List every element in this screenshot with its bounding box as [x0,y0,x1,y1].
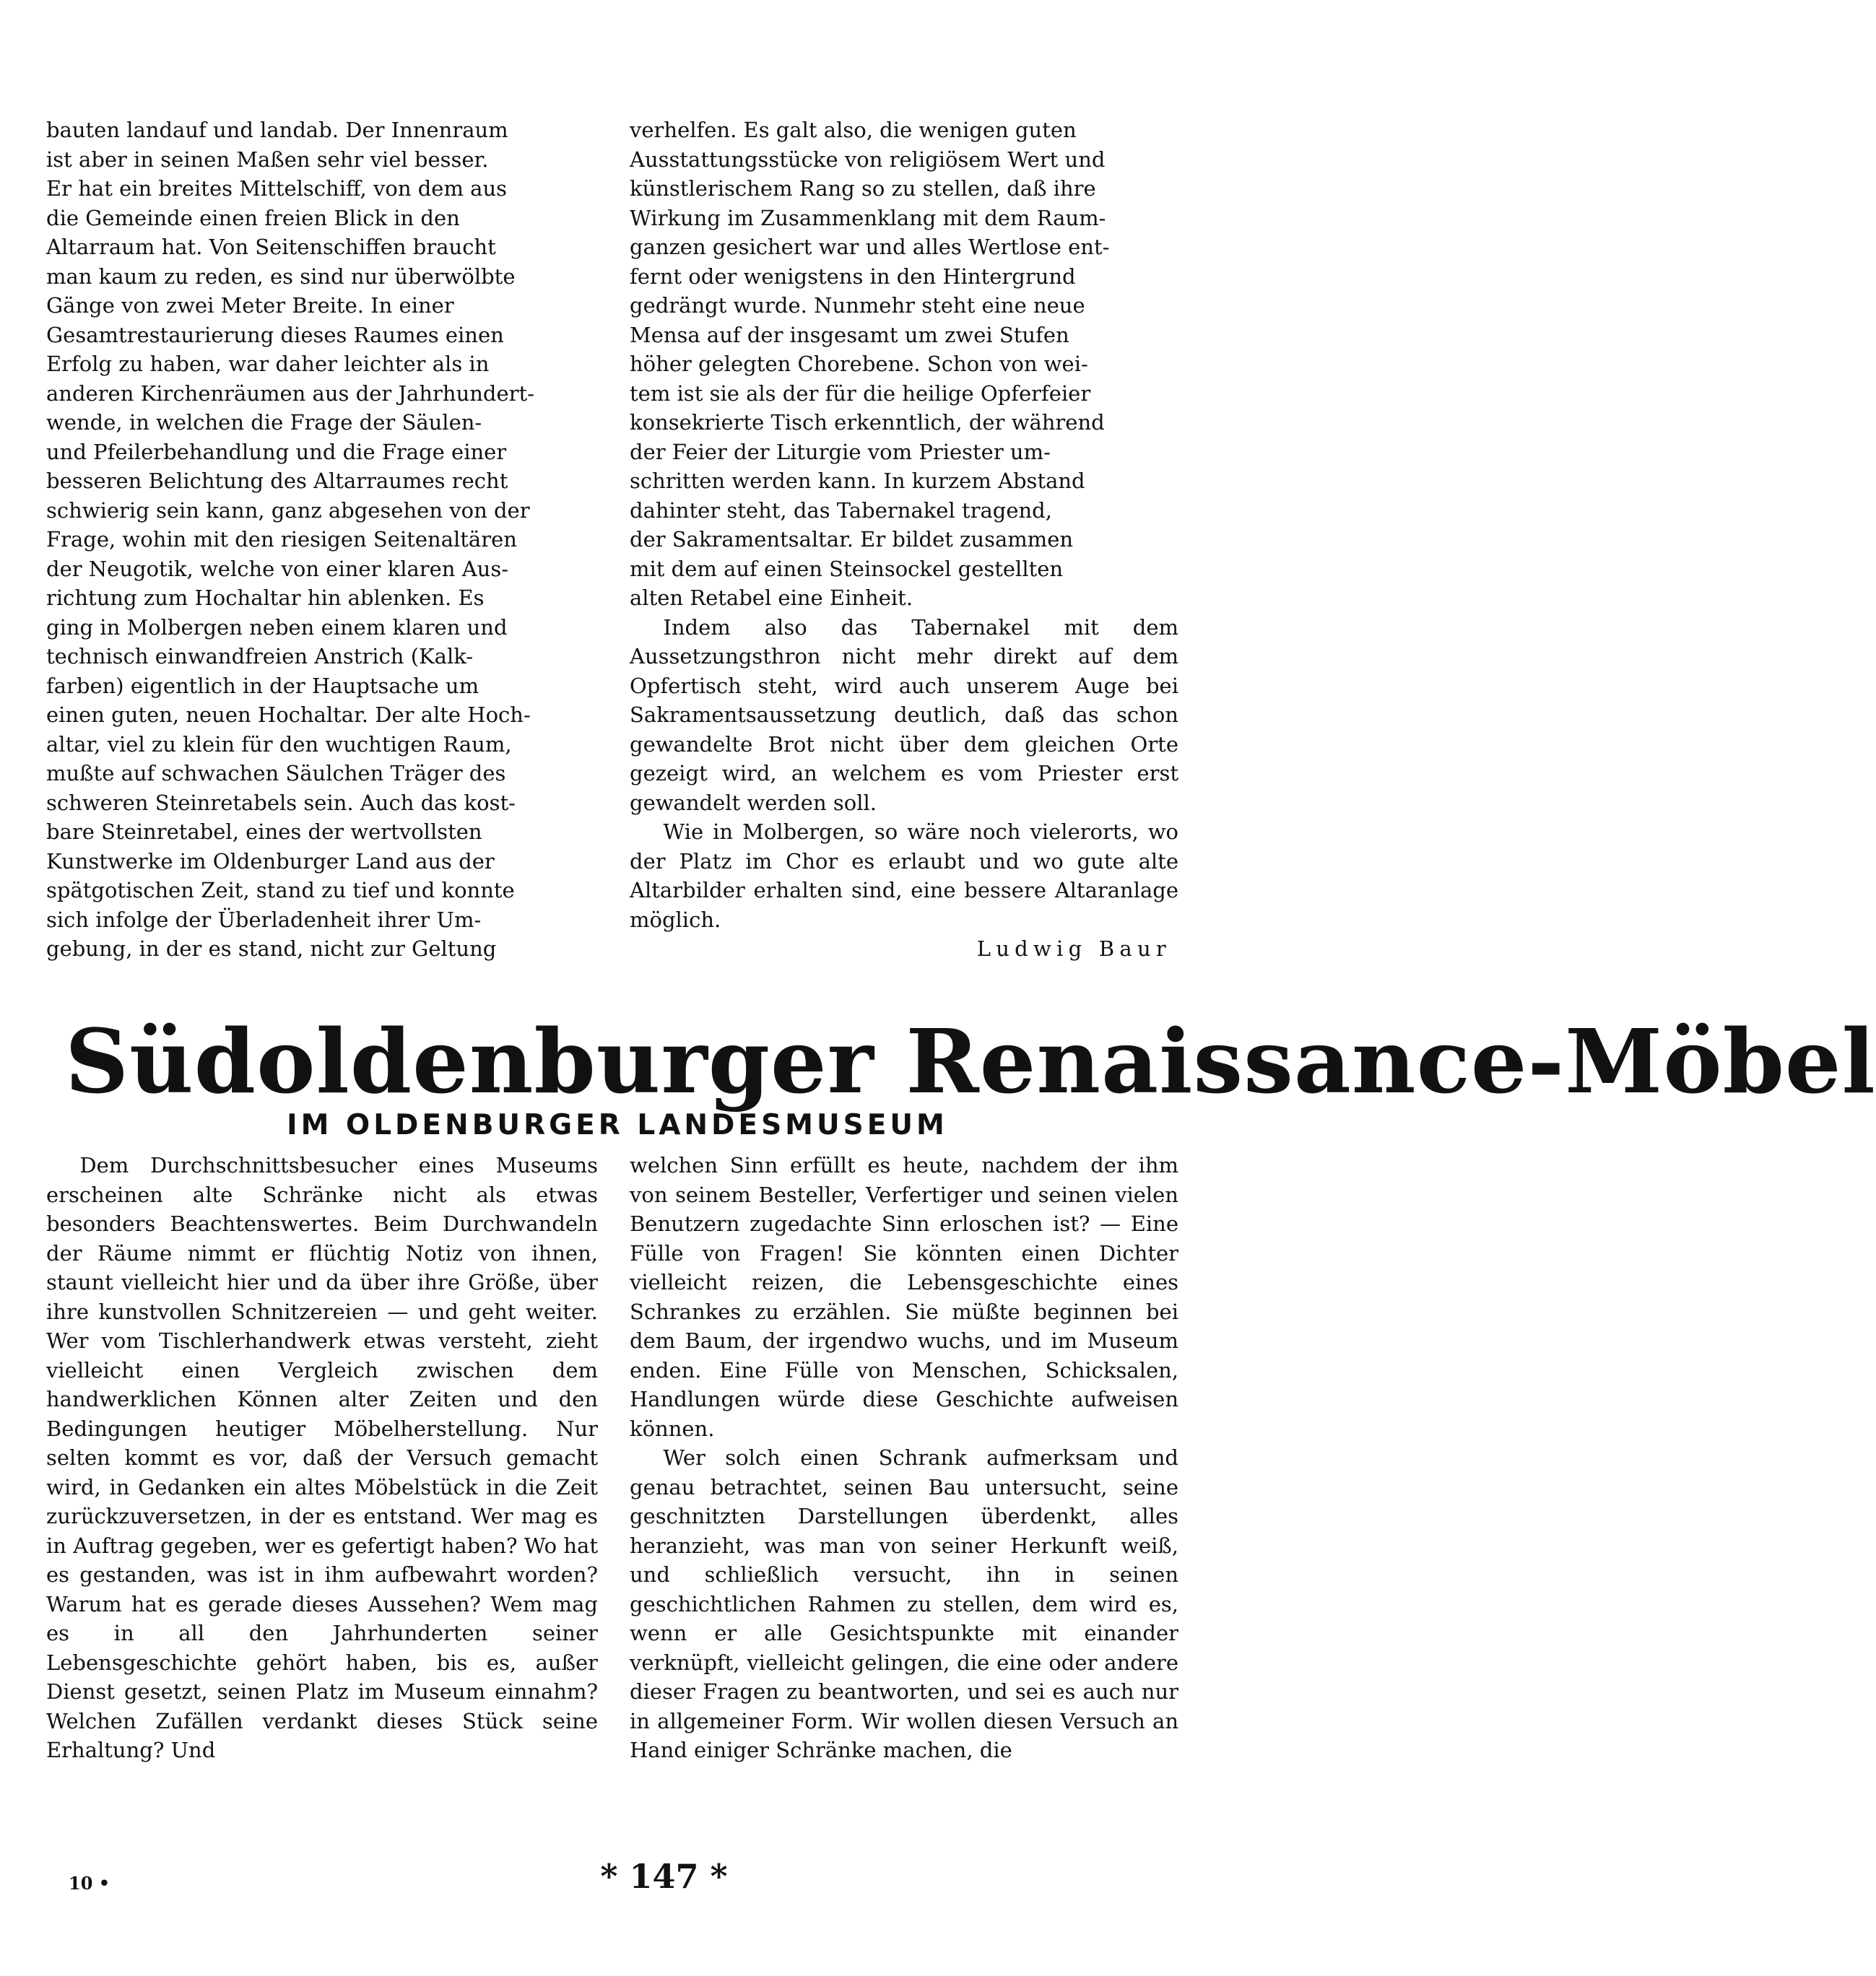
text-line: die Gemeinde einen freien Blick in den [46,205,460,230]
text-line: der Sakramentsaltar. Er bildet zusammen [630,527,1074,552]
text-line: anderen Kirchenräumen aus der Jahrhundert- [46,380,534,406]
text-line: Ausstattungsstücke von religiösem Wert und [630,147,1106,172]
text-line: ging in Molbergen neben einem klaren und [46,614,508,640]
text-line: schritten werden kann. In kurzem Abstand [630,469,1085,493]
text-line: Wirkung im Zusammenklang mit dem Raum- [630,205,1106,230]
text-line: schwierig sein kann, ganz abgesehen von der [46,497,530,523]
text-line: Frage, wohin mit den riesigen Seitenaltären [46,527,517,552]
text-line: Er hat ein breites Mittelschiff, von dem aus [46,176,508,201]
page-number: * 147 * [600,1857,728,1896]
text-line: ganzen gesichert war und alles Wertlose ent- [630,235,1110,259]
text-line: höher gelegten Chorebene. Schon von wei- [630,352,1088,376]
text-line: bare Steinretabel, eines der wertvollsten [46,819,482,844]
paragraph: Indem also das Tabernakel mit dem Aussetzungsthron nicht mehr direkt auf dem Opfertisch steht, wird auch unserem Auge bei Sakramentsaussetzung deutlich, daß das schon gewandelte Brot nicht über dem gleichen Orte gezeigt wird, an welchem es vom Priester erst gewandelt werden soll. [630,614,1178,815]
text-line: richtung zum Hochaltar hin ablenken. Es [46,586,485,610]
text-line: farben) eigentlich in der Hauptsache um [46,673,479,698]
article-continuation-right-column [630,116,1178,964]
text-line: besseren Belichtung des Altarraumes recht [46,469,508,493]
text-line: dahinter steht, das Tabernakel tragend, [630,497,1052,523]
text-line: einen guten, neuen Hochaltar. Der alte Hoch- [46,702,531,727]
text-line: Altarraum hat. Von Seitenschiffen braucht [46,235,496,259]
text-line: gedrängt wurde. Nunmehr steht eine neue [630,293,1085,318]
author-signature: Ludwig Baur [976,936,1171,961]
article-right-column [630,1151,1178,1765]
article-continuation-left-column [46,116,598,964]
text-line: Mensa auf der insgesamt um zwei Stufen [630,322,1069,347]
article-title: Südoldenburger Renaissance-Möbel [65,1009,1876,1113]
text-line: man kaum zu reden, es sind nur überwölbte [46,264,516,289]
text-line: Gänge von zwei Meter Breite. In einer [46,293,454,318]
text-line: mußte auf schwachen Säulchen Träger des [46,761,506,785]
text-line: künstlerischem Rang so zu stellen, daß ihre [630,176,1096,201]
text-line: konsekrierte Tisch erkenntlich, der während [630,410,1105,435]
text-line: gebung, in der es stand, nicht zur Geltung [46,936,497,961]
text-line: Gesamtrestaurierung dieses Raumes einen [46,322,504,347]
text-line: spätgotischen Zeit, stand zu tief und konnte [46,878,515,902]
text-line: altar, viel zu klein für den wuchtigen Raum, [46,731,512,757]
paragraph: Dem Durchschnittsbesucher eines Museums erscheinen alte Schränke nicht als etwas besonders Beachtenswertes. Beim Durchwandeln der Räume nimmt er flüchtig Notiz von ihnen, staunt vielleicht hier und da über ihre Größe, über ihre kunstvollen Schnitzereien — und geht weiter. Wer vom Tischlerhandwerk etwas versteht, zieht vielleicht einen Vergleich zwischen dem handwerklichen Können alter Zeiten und den Bedingungen heutiger Möbelherstellung. Nur selten kommt es vor, daß der Versuch gemacht wird, in Gedanken ein altes Möbelstück in die Zeit zurückzuversetzen, in der es entstand. Wer mag es in Auftrag gegeben, wer es gefertigt haben? Wo hat es gestanden, was ist in ihm aufbewahrt worden? Warum hat es gerade dieses Aussehen? Wem mag es in all den Jahrhunderten seiner Lebensgeschichte gehört haben, bis es, außer Dienst gesetzt, seinen Platz im Museum einnahm? Welchen Zufällen verdankt dieses Stück seine Erhaltung? Und [46,1153,598,1762]
text-line: wende, in welchen die Frage der Säulen- [46,410,482,435]
text-line: schweren Steinretabels sein. Auch das kost- [46,790,516,815]
paragraph [630,116,1178,613]
printer-signature-mark: 10 • [69,1873,110,1894]
text-line: der Neugotik, welche von einer klaren Aus- [46,556,508,581]
article-left-column [46,1151,598,1765]
text-line: ist aber in seinen Maßen sehr viel besser. [46,147,489,172]
text-line: fernt oder wenigstens in den Hintergrund [630,264,1076,289]
text-line: tem ist sie als der für die heilige Opferfeier [630,380,1091,406]
text-line: bauten landauf und landab. Der Innenraum [46,118,508,142]
text-line: mit dem auf einen Steinsockel gestellten [630,556,1064,581]
paragraph: Wie in Molbergen, so wäre noch vielerorts, wo der Platz im Chor es erlaubt und wo gute alte Altarbilder erhalten sind, eine bessere Altaranlage möglich. [630,819,1178,932]
text-line: alten Retabel eine Einheit. [630,586,913,610]
text-line: verhelfen. Es galt also, die wenigen guten [630,118,1077,142]
paragraph [46,116,598,964]
text-line: technisch einwandfreien Anstrich (Kalk- [46,644,474,669]
text-line: und Pfeilerbehandlung und die Frage einer [46,439,507,464]
paragraph: Wer solch einen Schrank aufmerksam und genau betrachtet, seinen Bau untersucht, seine geschnitzten Darstellungen überdenkt, alles heranzieht, was man von seiner Herkunft weiß, und schließlich versucht, ihn in seinen geschichtlichen Rahmen zu stellen, dem wird es, wenn er alle Gesichtspunkte mit einander verknüpft, vielleicht gelingen, die eine oder andere dieser Fragen zu beantworten, und sei es auch nur in allgemeiner Form. Wir wollen diesen Versuch an Hand einiger Schränke machen, die [630,1445,1178,1762]
text-line: der Feier der Liturgie vom Priester um- [630,439,1051,464]
text-line: Erfolg zu haben, war daher leichter als in [46,352,490,376]
text-line: Kunstwerke im Oldenburger Land aus der [46,848,495,874]
paragraph: welchen Sinn erfüllt es heute, nachdem der ihm von seinem Besteller, Verfertiger und seinen vielen Benutzern zugedachte Sinn erloschen ist? — Eine Fülle von Fragen! Sie könnten einen Dichter vielleicht reizen, die Lebensgeschichte eines Schrankes zu erzählen. Sie müßte beginnen bei dem Baum, der irgendwo wuchs, und im Museum enden. Eine Fülle von Menschen, Schicksalen, Handlungen würde diese Geschichte aufweisen können. [630,1153,1178,1441]
article-subtitle: IM OLDENBURGER LANDESMUSEUM [287,1109,948,1141]
text-line: sich infolge der Überladenheit ihrer Um- [46,907,482,932]
